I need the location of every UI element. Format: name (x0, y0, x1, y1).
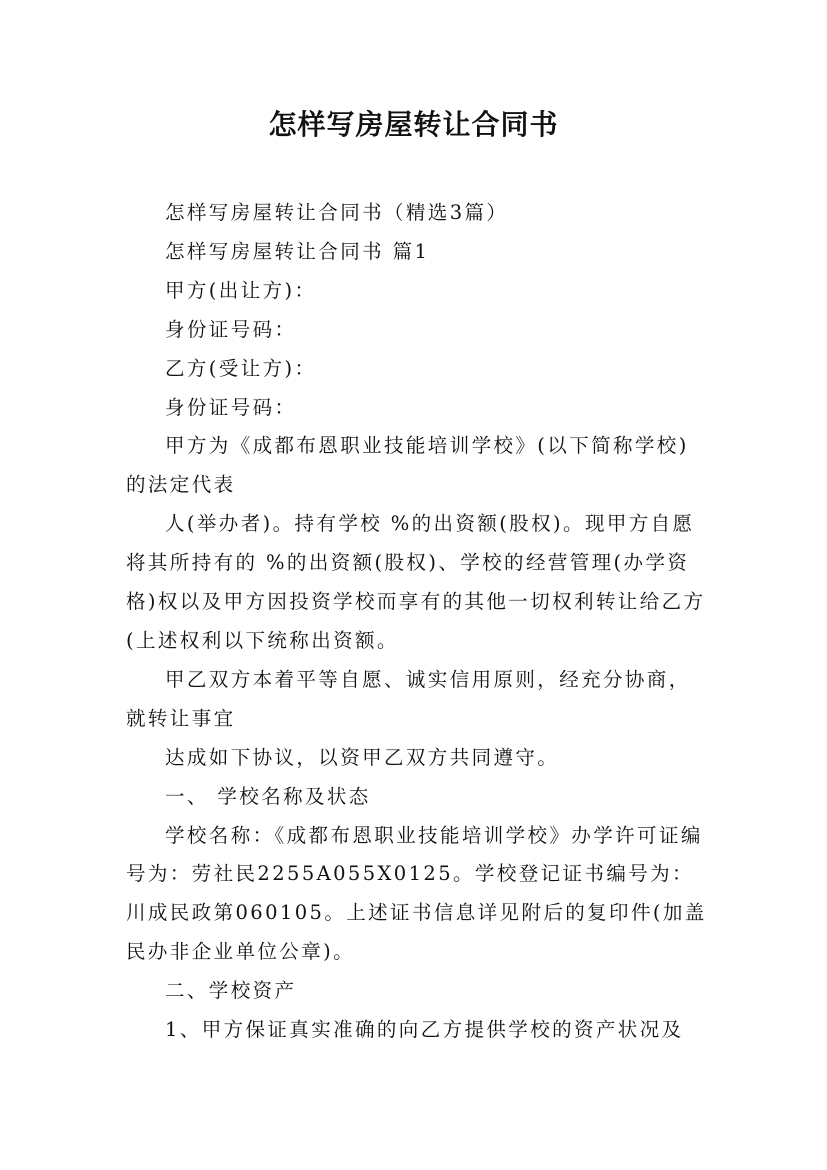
party-a-label: 甲方(出让方)： (165, 278, 317, 302)
party-b-id-label: 身份证号码： (165, 395, 297, 419)
paragraph: 学校名称：《成都布恩职业技能培训学校》办学许可证编号为：劳社民2255A055X0125。学校登记证书编号为：川成民政第060105。上述证书信息详见附后的复印件(加盖民办非企业单位公章)。 (126, 823, 707, 964)
paragraph: 达成如下协议，以资甲乙双方共同遵守。 (165, 745, 560, 769)
paragraph: 1、甲方保证真实准确的向乙方提供学校的资产状况及 (165, 1018, 684, 1042)
document-body (126, 194, 708, 1050)
section-heading: 怎样写房屋转让合同书 篇1 (165, 239, 430, 263)
document-title: 怎样写房屋转让合同书 (268, 108, 559, 141)
paragraph: 人(举办者)。持有学校 %的出资额(股权)。现甲方自愿将其所持有的 %的出资额(股权)、学校的经营管理(办学资格)权以及甲方因投资学校而享有的其他一切权利转让给乙方(上述权利以下统称出资额。 (126, 512, 706, 652)
section-heading: 一、 学校名称及状态 (165, 784, 371, 808)
party-b-label: 乙方(受让方)： (165, 356, 317, 380)
section-heading: 二、学校资产 (165, 979, 297, 1003)
paragraph: 甲乙双方本着平等自愿、诚实信用原则，经充分协商，就转让事宜 (126, 667, 691, 730)
paragraph: 甲方为《成都布恩职业技能培训学校》(以下简称学校)的法定代表 (126, 434, 689, 497)
party-a-id-label: 身份证号码： (165, 317, 297, 341)
subtitle-line: 怎样写房屋转让合同书（精选3篇） (165, 201, 509, 224)
